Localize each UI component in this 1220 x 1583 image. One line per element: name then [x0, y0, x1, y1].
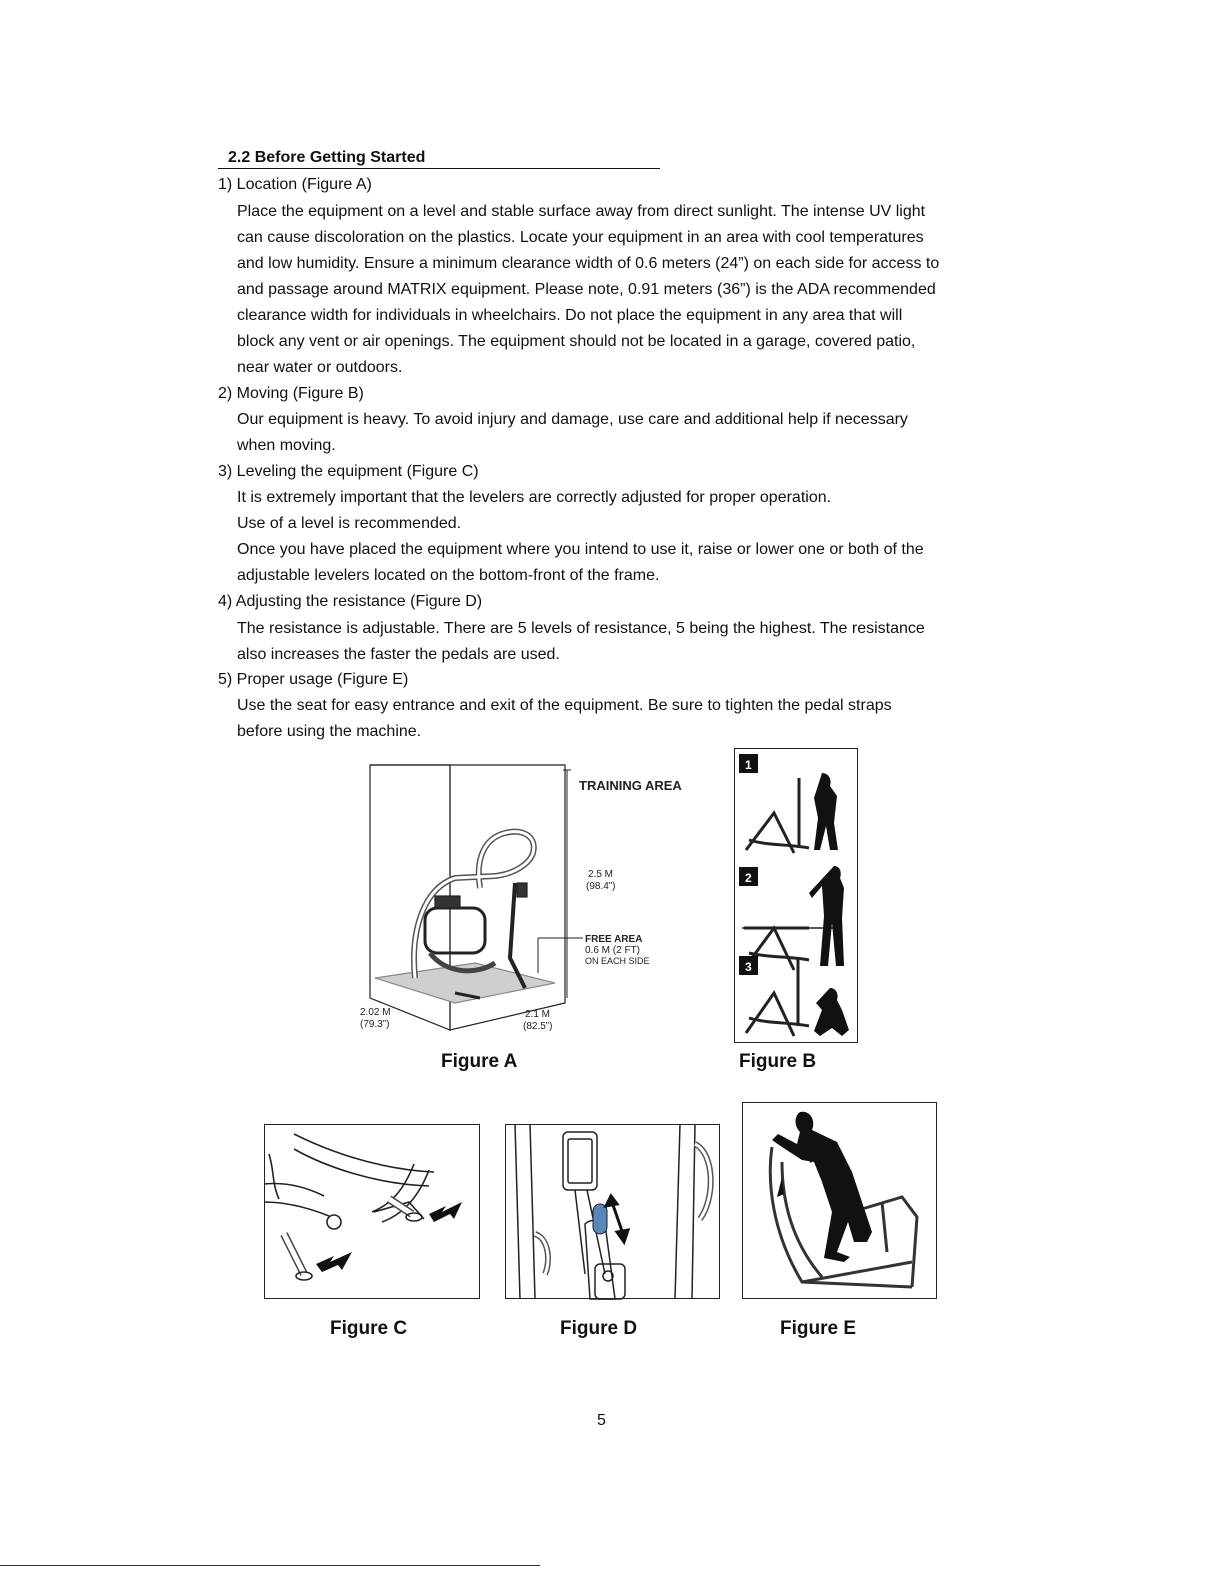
figure-c-illustration [264, 1124, 481, 1300]
paragraph-line: also increases the faster the pedals are used. [237, 646, 560, 663]
item-heading-moving: 2) Moving (Figure B) [218, 385, 364, 402]
figure-d-caption: Figure D [560, 1318, 638, 1339]
free-area-side: ON EACH SIDE [585, 956, 650, 966]
paragraph-line: The resistance is adjustable. There are 5 levels of resistance, 5 being the highest. The resistance [237, 620, 925, 637]
figure-b-illustration [734, 748, 859, 1044]
height-metric-label: 2.5 M [588, 869, 614, 880]
paragraph-line: Use of a level is recommended. [237, 515, 462, 532]
paragraph-line: Use the seat for easy entrance and exit of the equipment. Be sure to tighten the pedal straps [237, 697, 892, 714]
height-imperial-label: (98.4”) [586, 881, 616, 892]
width-metric-label: 2.1 M [525, 1009, 551, 1020]
depth-metric-label: 2.02 M [360, 1007, 391, 1018]
figure-c-caption: Figure C [330, 1318, 408, 1339]
figure-e-illustration [742, 1102, 938, 1300]
paragraph-line: and low humidity. Ensure a minimum clearance width of 0.6 meters (24”) on each side for access to [237, 255, 940, 272]
paragraph-line: Our equipment is heavy. To avoid injury and damage, use care and additional help if necessary [237, 411, 908, 428]
paragraph-line: and passage around MATRIX equipment. Please note, 0.91 meters (36”) is the ADA recommended [237, 281, 936, 298]
item-heading-location: 1) Location (Figure A) [218, 176, 372, 193]
paragraph-line: before using the machine. [237, 723, 422, 740]
paragraph-line: clearance width for individuals in wheelchairs. Do not place the equipment in any area that will [237, 307, 903, 324]
item-heading-resistance: 4) Adjusting the resistance (Figure D) [218, 593, 483, 610]
figure-a-illustration [355, 758, 695, 1048]
step-2-badge: 2 [745, 871, 752, 885]
training-area-label: TRAINING AREA [579, 778, 682, 793]
paragraph-line: Place the equipment on a level and stable surface away from direct sunlight. The intense UV light [237, 203, 926, 220]
free-area-size: 0.6 M (2 FT) [585, 945, 641, 956]
figure-b-caption: Figure B [739, 1051, 817, 1072]
paragraph-line: when moving. [237, 437, 336, 454]
width-imperial-label: (82.5”) [523, 1021, 553, 1032]
footer-rule [0, 1565, 540, 1566]
figure-e-caption: Figure E [780, 1318, 857, 1339]
section-title: 2.2 Before Getting Started [218, 147, 660, 169]
figure-d-illustration [505, 1124, 721, 1300]
paragraph-line: can cause discoloration on the plastics. Locate your equipment in an area with cool temperatures [237, 229, 924, 246]
item-heading-usage: 5) Proper usage (Figure E) [218, 671, 409, 688]
step-1-badge: 1 [745, 758, 752, 772]
step-3-badge: 3 [745, 960, 752, 974]
paragraph-line: Once you have placed the equipment where you intend to use it, raise or lower one or both of the [237, 541, 924, 558]
free-area-title: FREE AREA [585, 934, 643, 945]
page-number: 5 [597, 1412, 606, 1429]
item-heading-leveling: 3) Leveling the equipment (Figure C) [218, 463, 479, 480]
paragraph-line: It is extremely important that the levelers are correctly adjusted for proper operation. [237, 489, 832, 506]
paragraph-line: adjustable levelers located on the bottom-front of the frame. [237, 567, 660, 584]
paragraph-line: block any vent or air openings. The equipment should not be located in a garage, covered patio, [237, 333, 916, 350]
paragraph-line: near water or outdoors. [237, 359, 403, 376]
figure-a-caption: Figure A [441, 1051, 518, 1072]
depth-imperial-label: (79.3”) [360, 1019, 390, 1030]
